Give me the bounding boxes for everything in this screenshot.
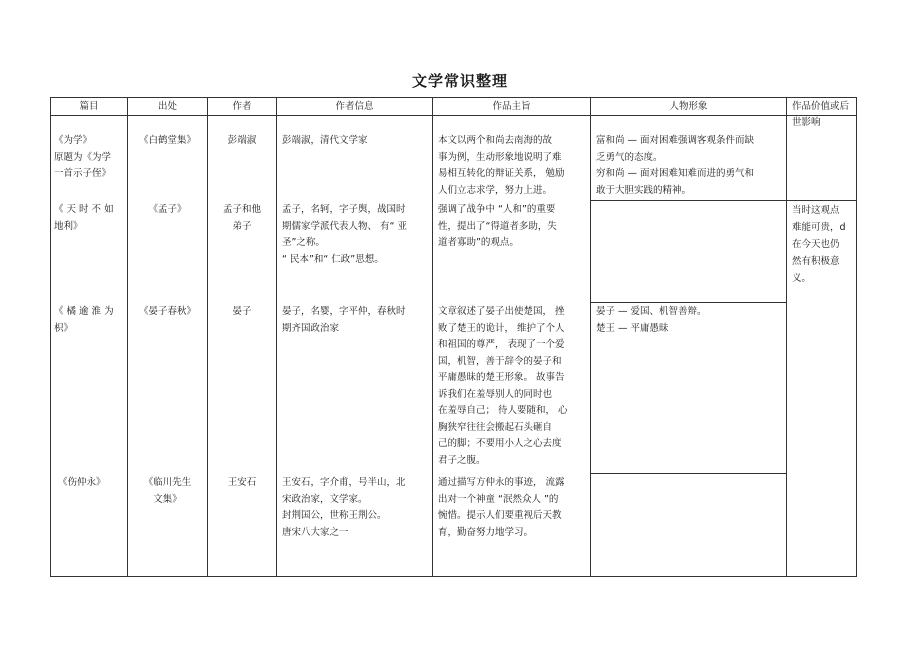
table-border-top	[50, 97, 856, 98]
row-3-author-info: 晏子，名婴，字平仲，春秋时 期齐国政治家	[282, 306, 406, 334]
row-3-author: 晏子	[232, 306, 252, 317]
row-4-theme: 通过描写方仲永的事迹， 流露 出对一个神童 “泯然众人 ”的 惋惜。提示人们要重视后天教 育，勤奋努力地学习。	[438, 477, 565, 538]
row-3-characters: 晏子 — 爱国、机智善辩。 楚王 — 平庸愚昧	[596, 306, 707, 334]
character-row-divider	[590, 473, 786, 474]
row-4-source: 《临川先生 文集》	[143, 477, 192, 505]
row-2-theme: 强调了战争中 “人和”的重要 性，提出了“得道者多助，失 道者寡助”的观点。	[438, 204, 557, 248]
value-row-divider	[786, 200, 856, 201]
header-source: 出处	[157, 101, 177, 112]
header-author: 作者	[232, 101, 252, 112]
row-1-theme: 本文以两个和尚去南海的故 事为例，生动形象地说明了难 易相互转化的辩证关系， 勉励 人们立志求学，努力上进。	[438, 135, 565, 196]
row-1-source: 《白鹤堂集》	[138, 135, 196, 146]
character-row-divider	[590, 302, 786, 303]
row-2-author: 孟子和他 弟子	[222, 204, 261, 232]
character-row-divider	[590, 200, 786, 201]
table-border-bottom	[50, 576, 856, 577]
value-text: 当时这观点 难能可贵，d 在今天也仍 然有积极意 义。	[792, 205, 846, 284]
header-author-info: 作者信息	[335, 101, 374, 112]
row-1-author: 彭端淑	[227, 135, 257, 146]
row-3-piece: 《 橘 逾 淮 为 枳》	[54, 306, 114, 334]
column-divider	[50, 97, 51, 577]
column-divider	[207, 97, 208, 577]
page-title: 文学常识整理	[411, 72, 508, 90]
column-divider	[276, 97, 277, 577]
row-4-author: 王安石	[227, 477, 257, 488]
header-theme: 作品主旨	[492, 101, 531, 112]
header-piece: 篇目	[79, 101, 99, 112]
row-3-source: 《晏子春秋》	[138, 306, 196, 317]
column-divider	[590, 97, 591, 577]
row-3-theme: 文章叙述了晏子出使楚国， 挫 败了楚王的诡计， 维护了个人 和祖国的尊严， 表现了一个爱 国，机智，善于辞令的晏子和 平庸愚昧的楚王形象。 故事告 诉我们在羞辱别人的同时也 在羞辱自己； 待人要随和， 心 胸狭窄往往会搬起石头砸自 己的脚；不要用小人之心去度 君子之腹。	[438, 306, 568, 466]
column-divider	[786, 97, 787, 577]
row-2-source: 《孟子》	[148, 204, 187, 215]
header-characters: 人物形象	[669, 101, 708, 112]
column-divider	[856, 97, 857, 577]
row-1-piece: 《为学》 原题为《为学 一首示子侄》	[54, 135, 112, 179]
row-2-author-info: 孟子，名轲，字子舆，战国时 期儒家学派代表人物、 有“ 亚 圣”之称。 “ 民本”和“ 仁政”思想。	[282, 204, 407, 265]
row-1-author-info: 彭端淑，清代文学家	[282, 135, 368, 146]
header-value: 作品价值或后世影响	[792, 101, 850, 128]
row-4-piece: 《伤仲永》	[58, 477, 106, 488]
column-divider	[432, 97, 433, 577]
row-2-piece: 《 天 时 不 如 地利》	[54, 204, 114, 232]
row-1-characters: 富和尚 — 面对困难强调客观条件而缺 乏勇气的态度。 穷和尚 — 面对困难知难而进的勇气和 敢于大胆实践的精神。	[596, 135, 755, 196]
row-4-author-info: 王安石，字介甫，号半山，北 宋政治家，文学家。 封荆国公，世称王荆公。 唐宋八大家之一	[282, 477, 406, 538]
